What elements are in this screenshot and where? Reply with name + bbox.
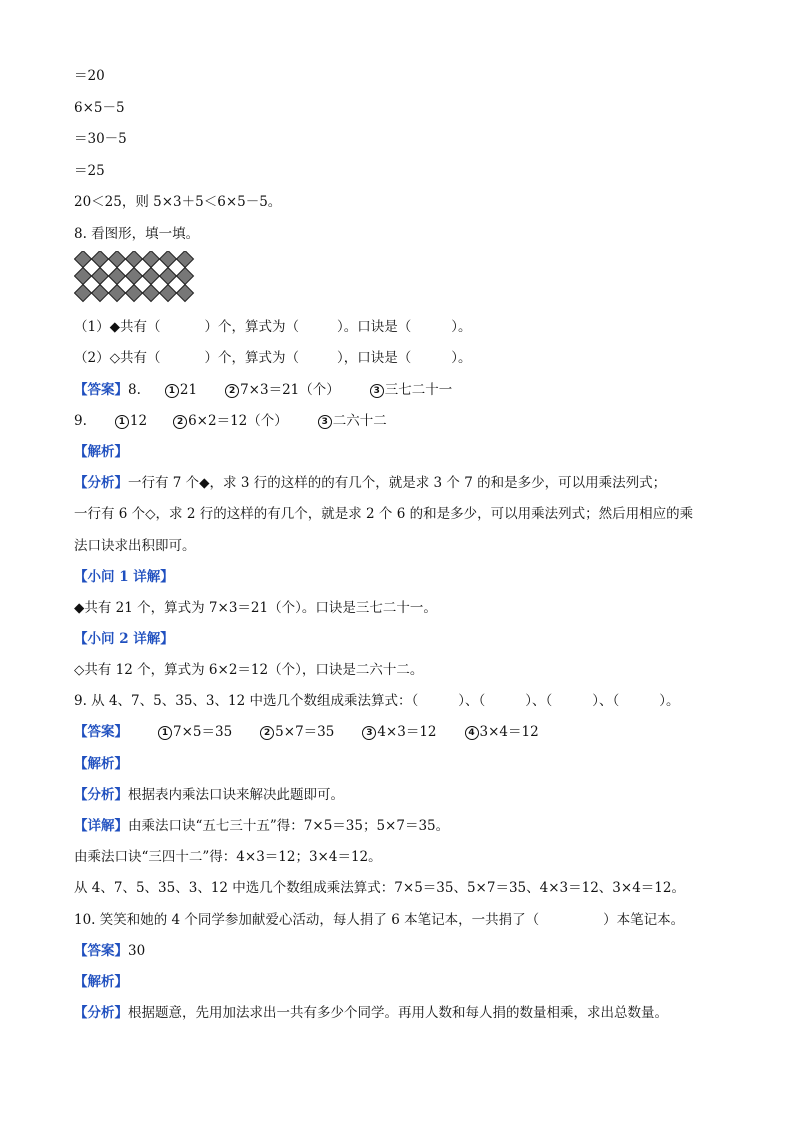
q8-answer-line: 【答案】8. 1 21 2 7×3＝21（个） 3 三七二十一 <box>74 382 453 398</box>
q8-sub1-text: ◆共有 21 个，算式为 7×3＝21（个）。口诀是三七二十一。 <box>74 600 437 616</box>
calc-conclusion: 20＜25，则 5×3＋5＜6×5－5。 <box>74 194 282 210</box>
calc-line-3: ＝30－5 <box>74 131 127 147</box>
q10-fenxi: 【分析】根据题意，先用加法求出一共有多少个同学。再用人数和每人捐的数量相乘，求出总数量。 <box>74 1005 668 1021</box>
answer-label: 【答案】 <box>74 724 128 740</box>
q8-sub2-text: ◇共有 12 个，算式为 6×2＝12（个），口诀是二六十二。 <box>74 662 424 678</box>
calc-line-1: ＝20 <box>74 68 105 84</box>
circled-4-icon: 4 <box>465 726 479 740</box>
q8-part2: （2）◇共有（ ）个，算式为（ ），口诀是（ ）。 <box>74 350 472 366</box>
circled-2-icon: 2 <box>173 415 187 429</box>
q8-fenxi-3: 法口诀求出积即可。 <box>74 538 196 554</box>
q8-analysis-label: 【解析】 <box>74 444 128 460</box>
q9-analysis-label: 【解析】 <box>74 756 128 772</box>
circled-2-icon: 2 <box>260 726 274 740</box>
circled-3-icon: 3 <box>370 384 384 398</box>
q9-detail-1: 【详解】由乘法口诀“五七三十五”得：7×5＝35；5×7＝35。 <box>74 818 450 834</box>
q10-answer-line: 【答案】30 <box>74 943 146 959</box>
calc-line-2: 6×5－5 <box>74 100 125 116</box>
circled-1-icon: 1 <box>165 384 179 398</box>
q9-answer-line: 【答案】 1 7×5＝35 2 5×7＝35 3 4×3＝12 4 3×4＝12 <box>74 724 539 740</box>
q8-title: 8. 看图形，填一填。 <box>74 226 200 242</box>
q8-part1: （1）◆共有（ ）个，算式为（ ）。口诀是（ ）。 <box>74 319 472 335</box>
q8-fenxi-2: 一行有 6 个◇，求 2 行的这样的有几个，就是求 2 个 6 的和是多少，可以用乘法列式；然后用相应的乘 <box>74 506 694 522</box>
circled-1-icon: 1 <box>115 415 129 429</box>
q8-sub1-label: 【小问 1 详解】 <box>74 569 174 585</box>
circled-1-icon: 1 <box>158 726 172 740</box>
q9-fenxi: 【分析】根据表内乘法口诀来解决此题即可。 <box>74 787 344 803</box>
q8-sub2-label: 【小问 2 详解】 <box>74 631 174 647</box>
q10-analysis-label: 【解析】 <box>74 974 128 990</box>
q10-title: 10. 笑笑和她的 4 个同学参加献爱心活动，每人捐了 6 本笔记本，一共捐了（ ）本笔记本。 <box>74 912 685 928</box>
answer-label: 【答案】 <box>74 382 128 398</box>
circled-3-icon: 3 <box>362 726 376 740</box>
q9-detail-2: 由乘法口诀“三四十二”得：4×3＝12；3×4＝12。 <box>74 849 382 865</box>
answer-label: 【答案】 <box>74 943 128 959</box>
q9-title: 9. 从 4、7、5、35、3、12 中选几个数组成乘法算式：（ ）、（ ）、（ ）、（ ）。 <box>74 693 680 709</box>
calc-line-4: ＝25 <box>74 163 105 179</box>
q8-fenxi-1: 【分析】一行有 7 个◆，求 3 行的这样的的有几个，就是求 3 个 7 的和是多少，可以用乘法列式； <box>74 475 667 491</box>
diamond-figure <box>74 251 200 307</box>
q9-detail-3: 从 4、7、5、35、3、12 中选几个数组成乘法算式：7×5＝35、5×7＝35、4×3＝12、3×4＝12。 <box>74 880 685 896</box>
circled-3-icon: 3 <box>318 415 332 429</box>
circled-2-icon: 2 <box>225 384 239 398</box>
q8-answer-line-2: 9. 1 12 2 6×2＝12（个） 3 二六十二 <box>74 413 387 429</box>
